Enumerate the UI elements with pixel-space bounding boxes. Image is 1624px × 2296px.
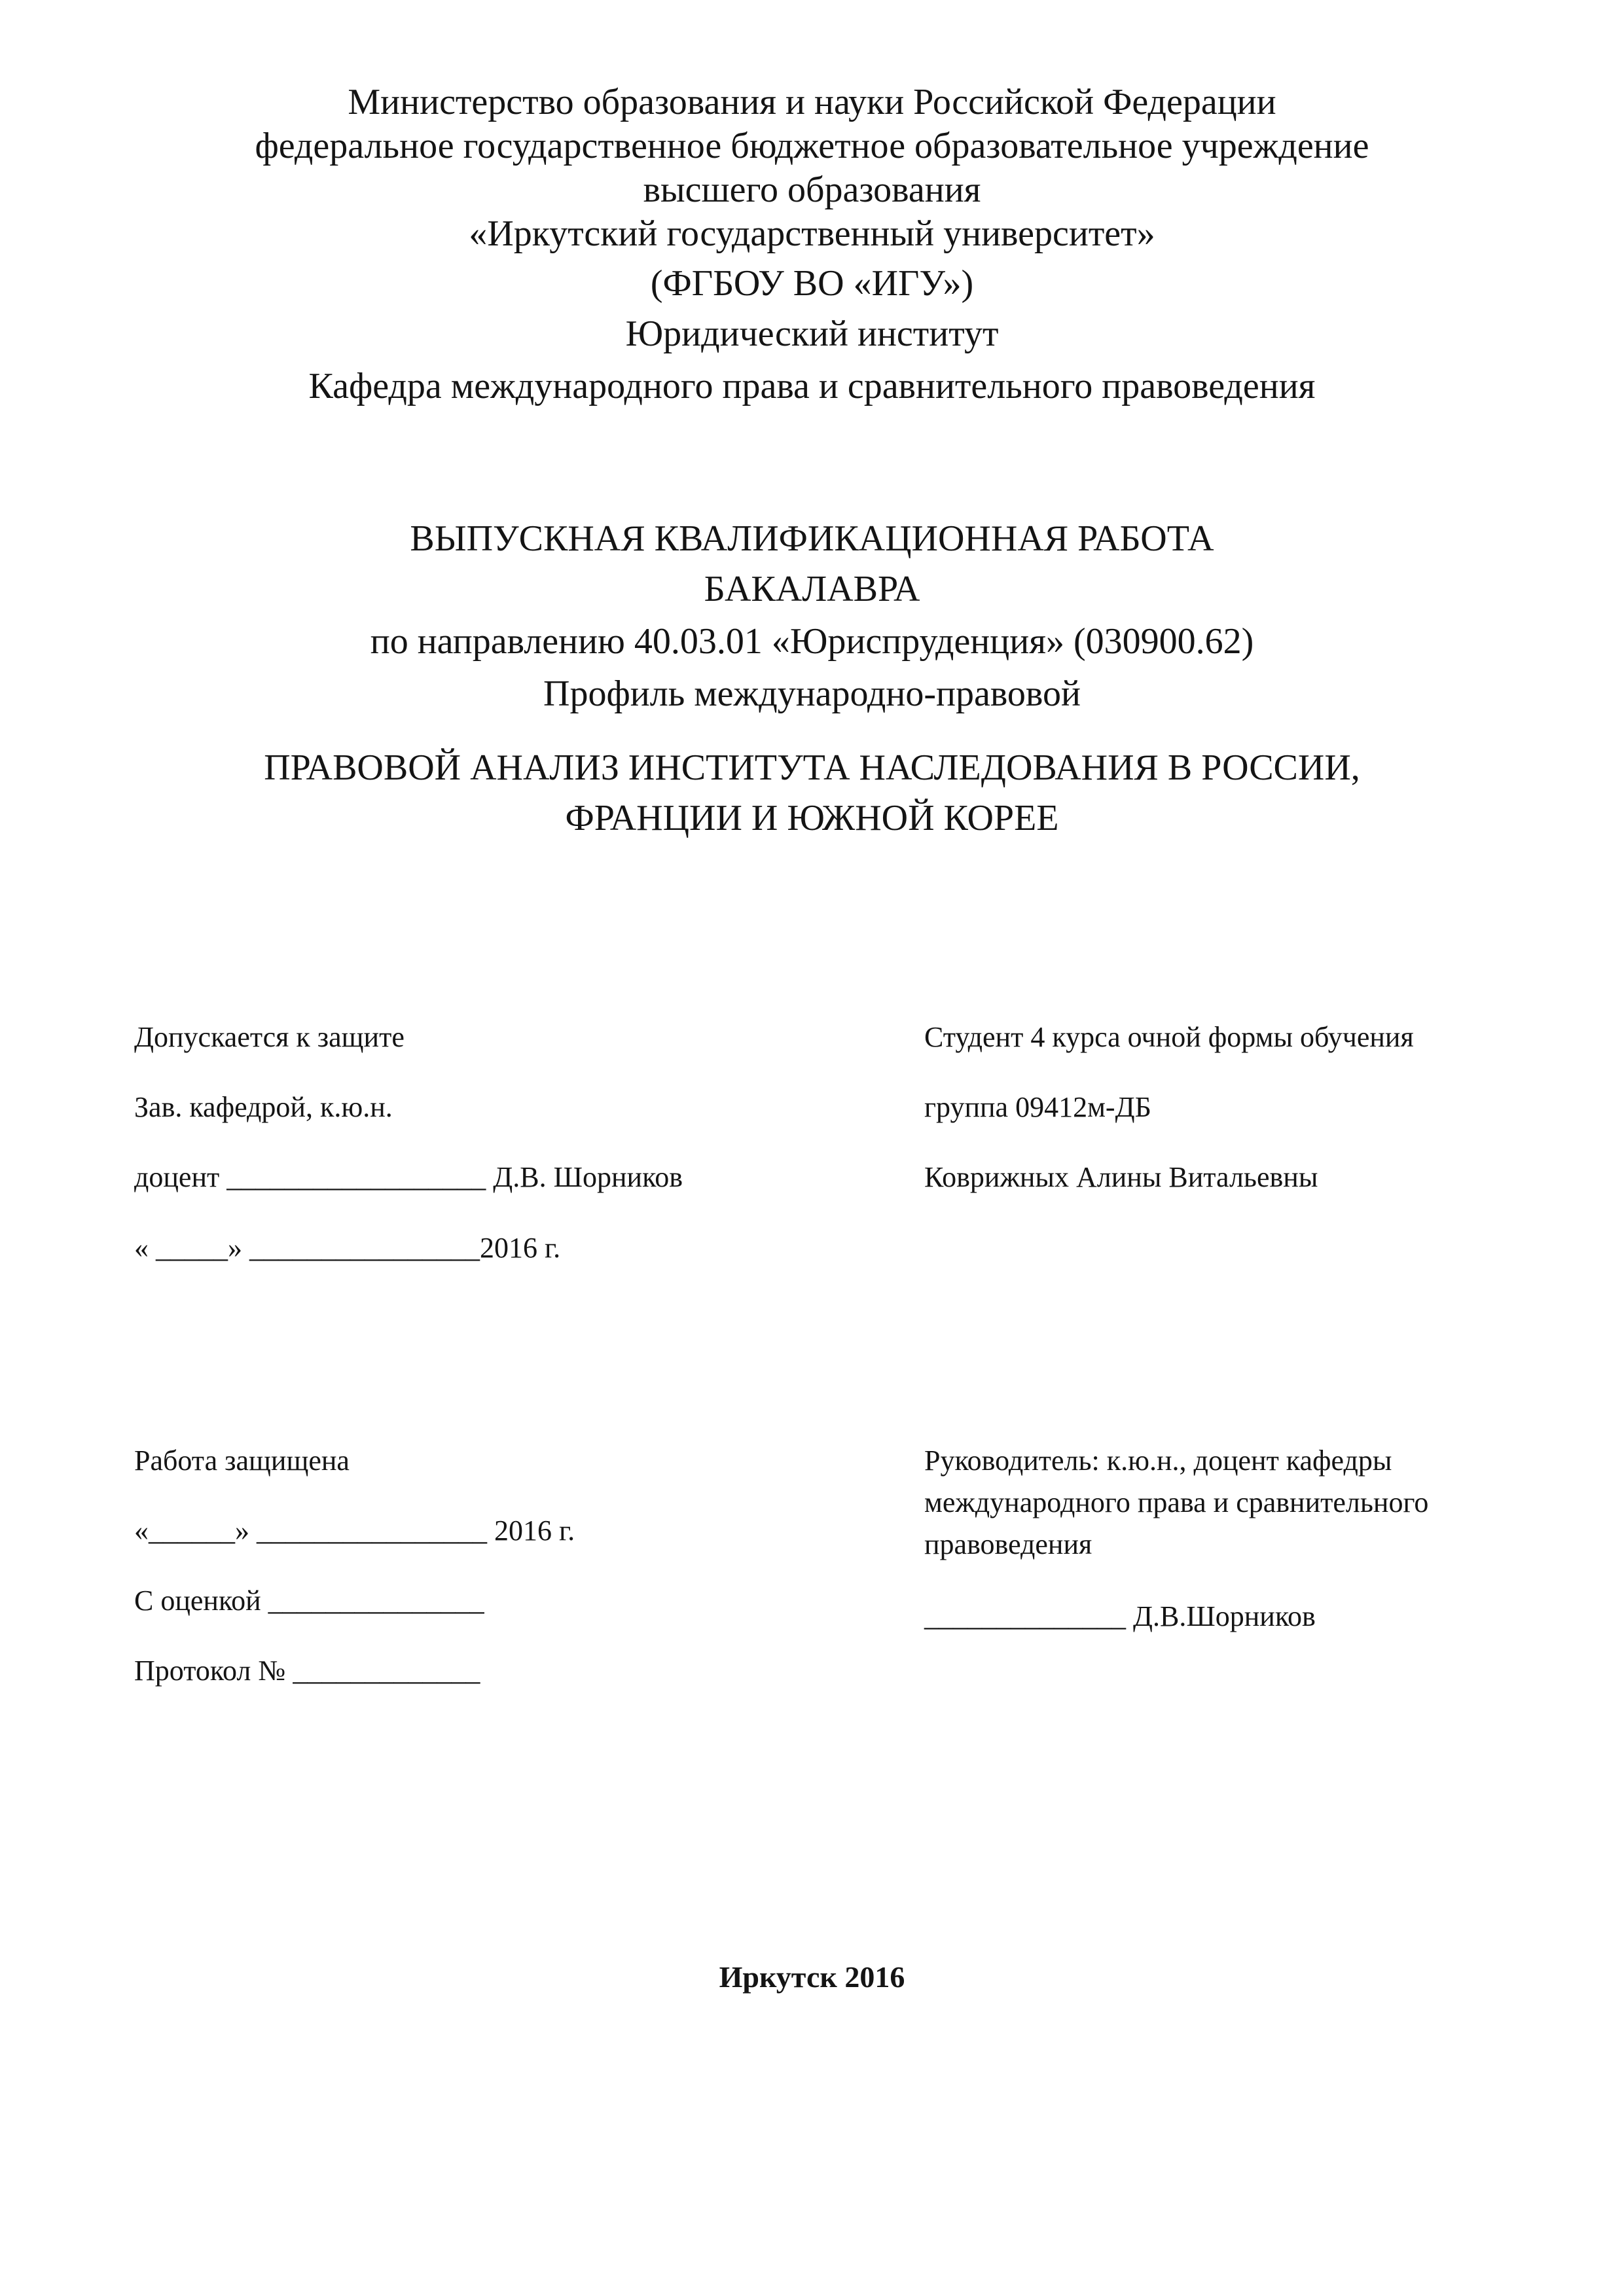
admission-label: Допускается к защите	[134, 1021, 405, 1053]
department-name: Кафедра международного права и сравнительного правоведения	[308, 366, 1316, 406]
education-level-line: высшего образования	[643, 170, 981, 210]
defense-date-line: «______» ________________ 2016 г.	[134, 1515, 575, 1547]
city-year: Иркутск 2016	[719, 1960, 905, 1994]
student-name: Коврижных Алины Витальевны	[924, 1161, 1318, 1193]
direction-line: по направлению 40.03.01 «Юриспруденция» (030900.62)	[370, 621, 1254, 662]
student-course: Студент 4 курса очной формы обучения	[924, 1021, 1414, 1053]
university-name: «Иркутский государственный университет»	[469, 213, 1155, 254]
supervisor-signature-line: ______________ Д.В.Шорников	[924, 1600, 1316, 1632]
profile-line: Профиль международно-правовой	[543, 673, 1081, 714]
supervisor-line2: международного права и сравнительного	[924, 1486, 1429, 1518]
supervisor-line3: правоведения	[924, 1528, 1092, 1560]
university-abbreviation: (ФГБОУ ВО «ИГУ»)	[650, 263, 974, 304]
work-type-line2: БАКАЛАВРА	[704, 569, 920, 609]
thesis-title-line1: ПРАВОВОЙ АНАЛИЗ ИНСТИТУТА НАСЛЕДОВАНИЯ В РОССИИ,	[264, 747, 1360, 788]
head-signature-line: доцент __________________ Д.В. Шорников	[134, 1161, 683, 1193]
ministry-line: Министерство образования и науки Российской Федерации	[348, 82, 1276, 122]
student-group: группа 09412м-ДБ	[924, 1091, 1151, 1123]
protocol-line: Протокол № _____________	[134, 1655, 480, 1687]
work-type-line1: ВЫПУСКНАЯ КВАЛИФИКАЦИОННАЯ РАБОТА	[410, 518, 1214, 559]
institution-type-line: федеральное государственное бюджетное образовательное учреждение	[255, 126, 1369, 166]
thesis-title-line2: ФРАНЦИИ И ЮЖНОЙ КОРЕЕ	[565, 798, 1059, 838]
head-of-department-title: Зав. кафедрой, к.ю.н.	[134, 1091, 393, 1123]
supervisor-line1: Руководитель: к.ю.н., доцент кафедры	[924, 1444, 1392, 1477]
admission-date-line: « _____» ________________2016 г.	[134, 1232, 561, 1264]
grade-line: С оценкой _______________	[134, 1585, 484, 1617]
institute-name: Юридический институт	[625, 314, 999, 354]
defense-label: Работа защищена	[134, 1444, 350, 1477]
